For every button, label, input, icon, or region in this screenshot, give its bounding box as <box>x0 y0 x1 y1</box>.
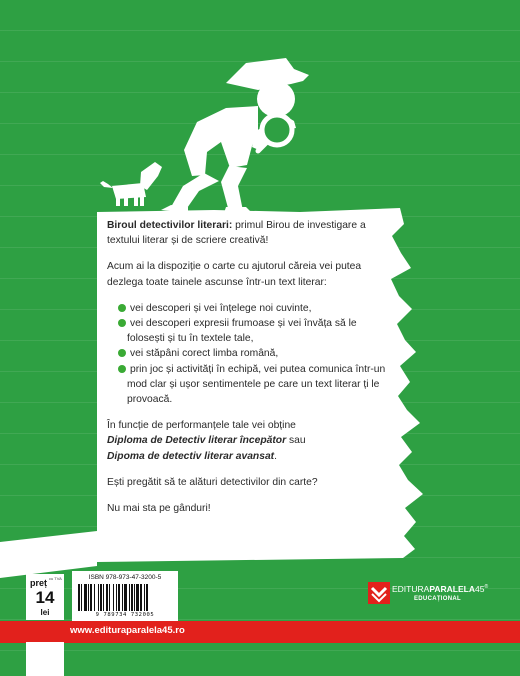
barcode-bar <box>144 584 145 611</box>
barcode-bar <box>78 584 80 611</box>
barcode-bar <box>94 584 95 611</box>
diploma-advanced: Dipoma de detectiv literar avansat <box>107 450 275 462</box>
publisher-division: EDUCAȚIONAL <box>414 596 461 602</box>
list-item: vei descoperi și vei înțelege noi cuvinte, <box>127 301 397 316</box>
barcode-bar <box>88 584 89 611</box>
magnifier-icon <box>258 115 292 151</box>
isbn-barcode <box>72 571 178 621</box>
bullet-dot-icon <box>118 319 126 327</box>
barcode-bar <box>109 584 110 611</box>
price-strip <box>26 642 64 676</box>
isbn-text: ISBN 978-973-47-3200-5 <box>88 574 162 581</box>
barcode-bar <box>113 584 114 611</box>
barcode-bar <box>103 584 104 611</box>
barcode-bar <box>84 584 87 611</box>
barcode-bar <box>98 584 99 611</box>
bullet-dot-icon <box>118 365 126 373</box>
publisher-name: EDITURAPARALELA45® <box>392 584 489 594</box>
barcode-bar <box>116 584 117 611</box>
back-cover-blurb <box>107 218 397 527</box>
price-tag <box>26 574 64 620</box>
barcode-bar <box>124 584 127 611</box>
price-currency: lei <box>40 608 50 617</box>
list-item: vei descoperi expresii frumoase și vei învăța să le folosești și tu în textele tale, <box>127 316 397 346</box>
price-label: preț <box>30 578 48 588</box>
publisher-logo <box>368 582 498 608</box>
barcode-bars <box>78 584 172 611</box>
benefits-list <box>107 301 397 407</box>
barcode-bar <box>81 584 82 611</box>
barcode-bar <box>140 584 142 611</box>
barcode-bar <box>134 584 135 611</box>
diploma-beginner: Diploma de Detectiv literar începător <box>107 435 287 447</box>
isbn-digits: 9 789734 732005 <box>95 612 155 618</box>
barcode-bar <box>106 584 108 611</box>
price-vat-note: cu TVA <box>49 576 62 581</box>
barcode-bar <box>146 584 148 611</box>
intro-paragraph <box>107 218 397 248</box>
barcode-bar <box>122 584 123 611</box>
bullet-dot-icon <box>118 304 126 312</box>
barcode-bar <box>100 584 102 611</box>
bullet-dot-icon <box>118 349 126 357</box>
diploma-paragraph: În funcție de performanțele tale vei obține Diploma de Detectiv literar începător sau Dipoma de detectiv literar avansat. <box>107 420 306 462</box>
blurb-title: Biroul detectivilor literari: <box>107 220 233 231</box>
list-item: vei stăpâni corect limba română, <box>127 346 397 361</box>
list-item: prin joc și activități în echipă, vei putea comunica într-un mod clar și ușor sentimentele pe care un text literar ți le provoacă. <box>127 362 397 408</box>
question-paragraph: Ești pregătit să te alături detectivilor din carte? <box>107 476 318 488</box>
availability-paragraph: Acum ai la dispoziție o carte cu ajutorul căreia vei putea dezlega toate tainele ascunse într-un text literar: <box>107 261 362 288</box>
closing-paragraph: Nu mai sta pe gânduri! <box>107 503 211 515</box>
price-amount: 14 <box>35 588 55 607</box>
barcode-bar <box>136 584 139 611</box>
dog-silhouette <box>100 162 162 206</box>
intro-text: primul Birou de investigare a textului literar și de scriere creativă! <box>107 220 366 247</box>
barcode-bar <box>90 584 92 611</box>
barcode-bar <box>131 584 133 611</box>
barcode-bar <box>118 584 120 611</box>
publisher-website-link[interactable]: www.edituraparalela45.ro <box>70 625 185 636</box>
barcode-bar <box>129 584 130 611</box>
paralela-logo-icon <box>368 582 390 604</box>
